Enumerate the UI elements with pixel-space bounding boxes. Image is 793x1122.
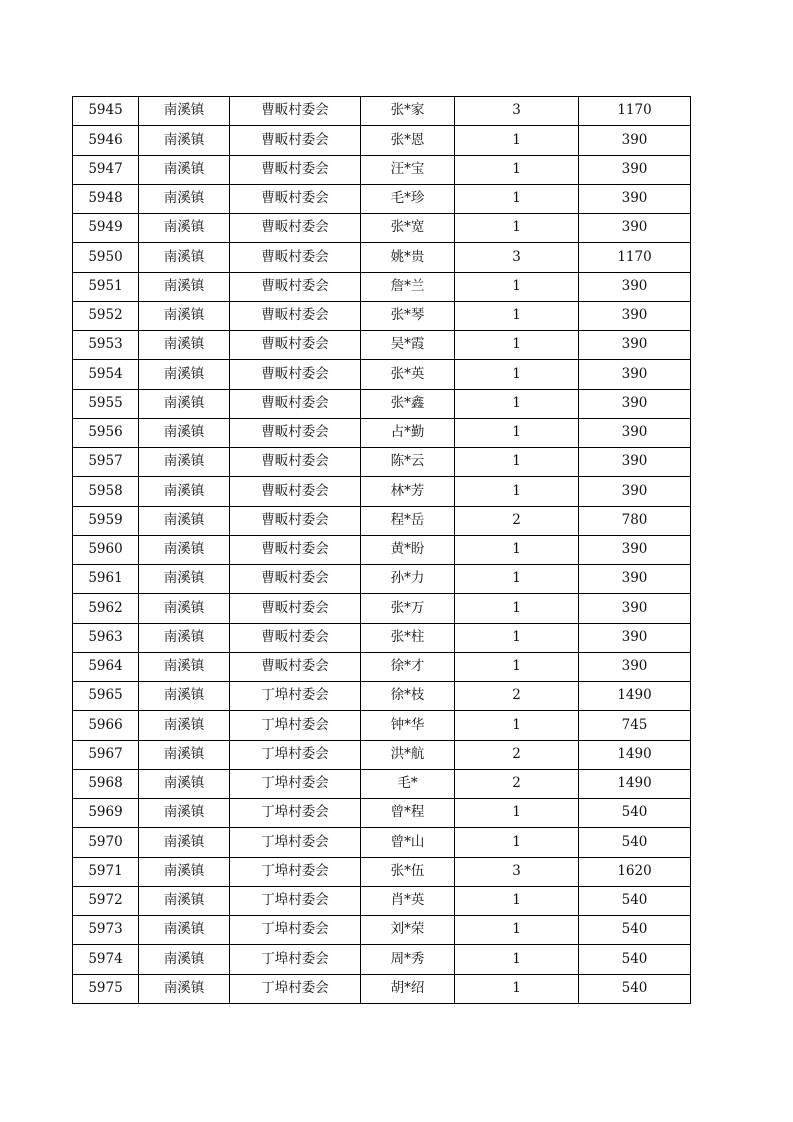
amount-cell: 390: [579, 477, 691, 506]
name-cell: 陈*云: [361, 448, 455, 477]
household-size-cell: 1: [455, 155, 579, 184]
village-committee-cell: 丁埠村委会: [230, 799, 361, 828]
name-cell: 曾*程: [361, 799, 455, 828]
row-number-cell: 5945: [73, 97, 139, 126]
household-size-cell: 1: [455, 652, 579, 681]
row-number-cell: 5971: [73, 857, 139, 886]
amount-cell: 390: [579, 418, 691, 447]
household-size-cell: 1: [455, 272, 579, 301]
row-number-cell: 5954: [73, 360, 139, 389]
amount-cell: 540: [579, 799, 691, 828]
row-number-cell: 5963: [73, 623, 139, 652]
town-cell: 南溪镇: [139, 97, 230, 126]
table-row: [73, 272, 691, 301]
table-row: [73, 828, 691, 857]
amount-cell: 390: [579, 652, 691, 681]
household-size-cell: 2: [455, 682, 579, 711]
row-number-cell: 5955: [73, 389, 139, 418]
amount-cell: 390: [579, 301, 691, 330]
town-cell: 南溪镇: [139, 331, 230, 360]
name-cell: 詹*兰: [361, 272, 455, 301]
table-row: [73, 974, 691, 1003]
town-cell: 南溪镇: [139, 448, 230, 477]
amount-cell: 390: [579, 331, 691, 360]
row-number-cell: 5961: [73, 565, 139, 594]
town-cell: 南溪镇: [139, 916, 230, 945]
town-cell: 南溪镇: [139, 682, 230, 711]
table-row: [73, 126, 691, 155]
town-cell: 南溪镇: [139, 506, 230, 535]
amount-cell: 390: [579, 623, 691, 652]
town-cell: 南溪镇: [139, 360, 230, 389]
name-cell: 吴*霞: [361, 331, 455, 360]
table-body: [73, 97, 691, 1004]
household-size-cell: 1: [455, 214, 579, 243]
name-cell: 肖*英: [361, 886, 455, 915]
village-committee-cell: 曹畈村委会: [230, 272, 361, 301]
village-committee-cell: 丁埠村委会: [230, 916, 361, 945]
row-number-cell: 5947: [73, 155, 139, 184]
table-row: [73, 711, 691, 740]
village-committee-cell: 曹畈村委会: [230, 594, 361, 623]
village-committee-cell: 丁埠村委会: [230, 828, 361, 857]
table-row: [73, 916, 691, 945]
table-row: [73, 652, 691, 681]
table-row: [73, 418, 691, 447]
household-size-cell: 1: [455, 974, 579, 1003]
town-cell: 南溪镇: [139, 389, 230, 418]
village-committee-cell: 曹畈村委会: [230, 301, 361, 330]
amount-cell: 540: [579, 886, 691, 915]
household-size-cell: 2: [455, 506, 579, 535]
household-size-cell: 1: [455, 389, 579, 418]
name-cell: 张*柱: [361, 623, 455, 652]
row-number-cell: 5968: [73, 769, 139, 798]
name-cell: 张*鑫: [361, 389, 455, 418]
name-cell: 徐*枝: [361, 682, 455, 711]
village-committee-cell: 曹畈村委会: [230, 360, 361, 389]
row-number-cell: 5949: [73, 214, 139, 243]
amount-cell: 390: [579, 448, 691, 477]
household-size-cell: 1: [455, 126, 579, 155]
town-cell: 南溪镇: [139, 214, 230, 243]
town-cell: 南溪镇: [139, 155, 230, 184]
row-number-cell: 5960: [73, 535, 139, 564]
household-size-cell: 1: [455, 535, 579, 564]
household-size-cell: 1: [455, 418, 579, 447]
name-cell: 钟*华: [361, 711, 455, 740]
village-committee-cell: 丁埠村委会: [230, 974, 361, 1003]
town-cell: 南溪镇: [139, 974, 230, 1003]
village-committee-cell: 丁埠村委会: [230, 769, 361, 798]
village-committee-cell: 丁埠村委会: [230, 886, 361, 915]
town-cell: 南溪镇: [139, 301, 230, 330]
table-row: [73, 594, 691, 623]
village-committee-cell: 曹畈村委会: [230, 389, 361, 418]
name-cell: 胡*绍: [361, 974, 455, 1003]
table-row: [73, 448, 691, 477]
town-cell: 南溪镇: [139, 799, 230, 828]
row-number-cell: 5965: [73, 682, 139, 711]
village-committee-cell: 曹畈村委会: [230, 448, 361, 477]
village-committee-cell: 曹畈村委会: [230, 214, 361, 243]
town-cell: 南溪镇: [139, 945, 230, 974]
amount-cell: 390: [579, 565, 691, 594]
amount-cell: 390: [579, 272, 691, 301]
town-cell: 南溪镇: [139, 184, 230, 213]
row-number-cell: 5959: [73, 506, 139, 535]
village-committee-cell: 丁埠村委会: [230, 740, 361, 769]
name-cell: 张*琴: [361, 301, 455, 330]
row-number-cell: 5969: [73, 799, 139, 828]
village-committee-cell: 曹畈村委会: [230, 155, 361, 184]
name-cell: 汪*宝: [361, 155, 455, 184]
table-row: [73, 506, 691, 535]
table-row: [73, 535, 691, 564]
name-cell: 姚*贵: [361, 243, 455, 272]
town-cell: 南溪镇: [139, 886, 230, 915]
name-cell: 张*英: [361, 360, 455, 389]
table-row: [73, 243, 691, 272]
name-cell: 占*勤: [361, 418, 455, 447]
town-cell: 南溪镇: [139, 769, 230, 798]
amount-cell: 540: [579, 945, 691, 974]
household-size-cell: 1: [455, 623, 579, 652]
household-size-cell: 1: [455, 184, 579, 213]
row-number-cell: 5966: [73, 711, 139, 740]
town-cell: 南溪镇: [139, 243, 230, 272]
row-number-cell: 5973: [73, 916, 139, 945]
row-number-cell: 5948: [73, 184, 139, 213]
town-cell: 南溪镇: [139, 477, 230, 506]
household-size-cell: 1: [455, 828, 579, 857]
amount-cell: 540: [579, 916, 691, 945]
village-committee-cell: 曹畈村委会: [230, 243, 361, 272]
row-number-cell: 5946: [73, 126, 139, 155]
village-committee-cell: 曹畈村委会: [230, 331, 361, 360]
amount-cell: 540: [579, 828, 691, 857]
row-number-cell: 5972: [73, 886, 139, 915]
name-cell: 张*恩: [361, 126, 455, 155]
name-cell: 徐*才: [361, 652, 455, 681]
household-size-cell: 1: [455, 886, 579, 915]
amount-cell: 1170: [579, 97, 691, 126]
table-row: [73, 769, 691, 798]
subsidy-table: [72, 96, 691, 1004]
village-committee-cell: 丁埠村委会: [230, 857, 361, 886]
row-number-cell: 5974: [73, 945, 139, 974]
name-cell: 张*伍: [361, 857, 455, 886]
village-committee-cell: 曹畈村委会: [230, 184, 361, 213]
village-committee-cell: 曹畈村委会: [230, 652, 361, 681]
town-cell: 南溪镇: [139, 857, 230, 886]
household-size-cell: 1: [455, 565, 579, 594]
amount-cell: 540: [579, 974, 691, 1003]
amount-cell: 390: [579, 155, 691, 184]
table-row: [73, 97, 691, 126]
amount-cell: 1490: [579, 682, 691, 711]
village-committee-cell: 丁埠村委会: [230, 945, 361, 974]
row-number-cell: 5956: [73, 418, 139, 447]
amount-cell: 390: [579, 594, 691, 623]
town-cell: 南溪镇: [139, 623, 230, 652]
town-cell: 南溪镇: [139, 740, 230, 769]
household-size-cell: 1: [455, 594, 579, 623]
village-committee-cell: 曹畈村委会: [230, 623, 361, 652]
table-row: [73, 565, 691, 594]
household-size-cell: 1: [455, 799, 579, 828]
town-cell: 南溪镇: [139, 418, 230, 447]
name-cell: 林*芳: [361, 477, 455, 506]
household-size-cell: 1: [455, 448, 579, 477]
table-row: [73, 623, 691, 652]
table-row: [73, 945, 691, 974]
amount-cell: 1490: [579, 740, 691, 769]
name-cell: 曾*山: [361, 828, 455, 857]
table-row: [73, 857, 691, 886]
row-number-cell: 5970: [73, 828, 139, 857]
village-committee-cell: 曹畈村委会: [230, 418, 361, 447]
town-cell: 南溪镇: [139, 828, 230, 857]
name-cell: 毛*: [361, 769, 455, 798]
household-size-cell: 1: [455, 945, 579, 974]
name-cell: 周*秀: [361, 945, 455, 974]
row-number-cell: 5967: [73, 740, 139, 769]
village-committee-cell: 曹畈村委会: [230, 126, 361, 155]
name-cell: 张*家: [361, 97, 455, 126]
household-size-cell: 1: [455, 916, 579, 945]
town-cell: 南溪镇: [139, 711, 230, 740]
amount-cell: 780: [579, 506, 691, 535]
table-row: [73, 184, 691, 213]
table-row: [73, 214, 691, 243]
town-cell: 南溪镇: [139, 652, 230, 681]
row-number-cell: 5952: [73, 301, 139, 330]
table-row: [73, 331, 691, 360]
name-cell: 张*宽: [361, 214, 455, 243]
village-committee-cell: 曹畈村委会: [230, 97, 361, 126]
name-cell: 洪*航: [361, 740, 455, 769]
amount-cell: 390: [579, 214, 691, 243]
table-row: [73, 799, 691, 828]
amount-cell: 745: [579, 711, 691, 740]
amount-cell: 390: [579, 360, 691, 389]
name-cell: 黄*盼: [361, 535, 455, 564]
amount-cell: 1170: [579, 243, 691, 272]
village-committee-cell: 曹畈村委会: [230, 565, 361, 594]
amount-cell: 390: [579, 535, 691, 564]
household-size-cell: 1: [455, 711, 579, 740]
name-cell: 毛*珍: [361, 184, 455, 213]
village-committee-cell: 曹畈村委会: [230, 477, 361, 506]
amount-cell: 1490: [579, 769, 691, 798]
row-number-cell: 5962: [73, 594, 139, 623]
village-committee-cell: 曹畈村委会: [230, 535, 361, 564]
row-number-cell: 5958: [73, 477, 139, 506]
village-committee-cell: 曹畈村委会: [230, 506, 361, 535]
amount-cell: 1620: [579, 857, 691, 886]
household-size-cell: 1: [455, 360, 579, 389]
household-size-cell: 1: [455, 301, 579, 330]
table-row: [73, 155, 691, 184]
town-cell: 南溪镇: [139, 594, 230, 623]
household-size-cell: 1: [455, 331, 579, 360]
household-size-cell: 3: [455, 97, 579, 126]
table-row: [73, 682, 691, 711]
table-row: [73, 389, 691, 418]
village-committee-cell: 丁埠村委会: [230, 711, 361, 740]
village-committee-cell: 丁埠村委会: [230, 682, 361, 711]
table-row: [73, 477, 691, 506]
row-number-cell: 5964: [73, 652, 139, 681]
amount-cell: 390: [579, 184, 691, 213]
town-cell: 南溪镇: [139, 565, 230, 594]
name-cell: 程*岳: [361, 506, 455, 535]
row-number-cell: 5953: [73, 331, 139, 360]
town-cell: 南溪镇: [139, 272, 230, 301]
name-cell: 孙*力: [361, 565, 455, 594]
row-number-cell: 5975: [73, 974, 139, 1003]
name-cell: 刘*荣: [361, 916, 455, 945]
amount-cell: 390: [579, 389, 691, 418]
row-number-cell: 5950: [73, 243, 139, 272]
amount-cell: 390: [579, 126, 691, 155]
household-size-cell: 1: [455, 477, 579, 506]
table-row: [73, 360, 691, 389]
household-size-cell: 2: [455, 740, 579, 769]
table-row: [73, 886, 691, 915]
table-row: [73, 740, 691, 769]
name-cell: 张*万: [361, 594, 455, 623]
household-size-cell: 2: [455, 769, 579, 798]
town-cell: 南溪镇: [139, 535, 230, 564]
household-size-cell: 3: [455, 243, 579, 272]
row-number-cell: 5951: [73, 272, 139, 301]
household-size-cell: 3: [455, 857, 579, 886]
table-row: [73, 301, 691, 330]
row-number-cell: 5957: [73, 448, 139, 477]
town-cell: 南溪镇: [139, 126, 230, 155]
